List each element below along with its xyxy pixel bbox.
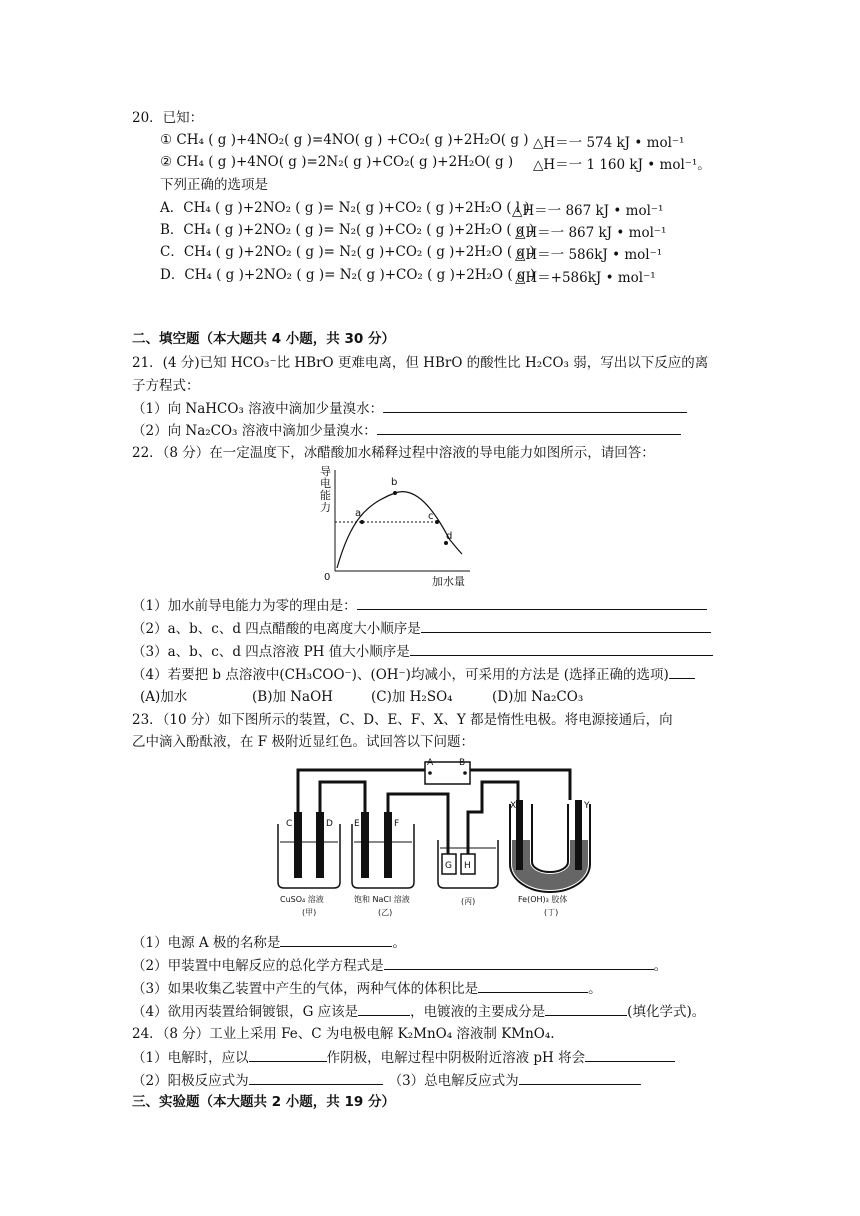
cell-bing-name: (丙) bbox=[461, 897, 476, 906]
q23-part-3-blank[interactable] bbox=[478, 979, 588, 993]
conductivity-graph bbox=[300, 462, 490, 592]
q20-option-a-dh: △H＝一 867 kJ • mol⁻¹ bbox=[512, 203, 664, 219]
q23-part-4-text-a: （4）欲用丙装置给铜镀银，G 应该是 bbox=[132, 1004, 359, 1020]
cell-jia-label: CuSO₄ 溶液 bbox=[280, 895, 324, 904]
graph-origin: 0 bbox=[324, 572, 331, 583]
q22-choice-d: (D)加 Na₂CO₃ bbox=[492, 689, 584, 705]
graph-point-c bbox=[435, 520, 439, 524]
graph-ylabel-4: 力 bbox=[320, 501, 331, 514]
q21-part-2-text: （2）向 Na₂CO₃ 溶液中滴加少量溴水： bbox=[132, 423, 377, 439]
graph-curve bbox=[337, 492, 462, 568]
section-2-heading: 二、填空题（本大题共 4 小题，共 30 分） bbox=[132, 331, 395, 347]
q24-part-3-blank[interactable] bbox=[519, 1071, 641, 1085]
cell-yi-name: (乙) bbox=[378, 908, 393, 917]
graph-ylabel-1: 导 bbox=[320, 465, 331, 478]
electrode-c: C bbox=[286, 819, 293, 829]
q23-part-1-blank[interactable] bbox=[280, 933, 392, 947]
q20-option-d: D．CH₄ ( g )+2NO₂ ( g )= N₂( g )+CO₂ ( g )+2H₂O ( g ) bbox=[160, 267, 536, 283]
wire-a-c bbox=[298, 770, 425, 814]
electrode-e: E bbox=[354, 819, 360, 829]
q22-part-2-text: （2）a、b、c、d 四点醋酸的电离度大小顺序是 bbox=[132, 621, 421, 637]
q23-line-2: 乙中滴入酚酞液，在 F 极附近显红色。试回答以下问题： bbox=[132, 734, 474, 750]
q23-part-4-text-c: (填化学式)。 bbox=[627, 1004, 706, 1020]
wire-b-y bbox=[470, 770, 570, 800]
q23-part-4 bbox=[132, 1002, 705, 1021]
graph-ylabel-2: 电 bbox=[320, 477, 331, 490]
q22-part-3-text: （3）a、b、c、d 四点溶液 PH 值大小顺序是 bbox=[132, 644, 410, 660]
q20-reaction-2: ② CH₄ ( g )+4NO( g )=2N₂( g )+CO₂( g )+2H₂O( g ) bbox=[160, 154, 514, 170]
q22-choice-c: (C)加 H₂SO₄ bbox=[371, 689, 453, 705]
q23-part-3 bbox=[132, 979, 602, 998]
q22-part-4-blank[interactable] bbox=[669, 665, 695, 679]
q22-part-4-text: （4）若要把 b 点溶液中(CH₃COO⁻)、(OH⁻)均减小，可采用的方法是 (选择正确的选项) bbox=[132, 667, 669, 683]
q20-prompt: 下列正确的选项是 bbox=[160, 177, 268, 193]
q23-part-2-text: （2）甲装置中电解反应的总化学方程式是 bbox=[132, 958, 384, 974]
graph-ylabel-3: 能 bbox=[320, 489, 331, 502]
q23-part-3-text: （3）如果收集乙装置中产生的气体，两种气体的体积比是 bbox=[132, 981, 479, 997]
cell-jia-name: (甲) bbox=[302, 908, 317, 917]
q24-part-1 bbox=[132, 1048, 675, 1067]
q21-part-2 bbox=[132, 421, 681, 440]
q23-part-1 bbox=[132, 933, 406, 952]
graph-label-b: b bbox=[391, 477, 398, 488]
q21-part-1 bbox=[132, 399, 687, 418]
q24-part-2 bbox=[132, 1071, 641, 1090]
q22-part-1-blank[interactable] bbox=[357, 596, 707, 610]
q21-line-1: 21．(4 分)已知 HCO₃⁻比 HBrO 更难电离，但 HBrO 的酸性比 H₂CO₃ 弱，写出以下反应的离 bbox=[132, 355, 709, 371]
terminal-a bbox=[428, 771, 432, 775]
q20-option-b: B．CH₄ ( g )+2NO₂ ( g )= N₂( g )+CO₂ ( g )+2H₂O ( g ) bbox=[160, 222, 535, 238]
q22-part-4 bbox=[132, 665, 695, 684]
q22-part-2-blank[interactable] bbox=[421, 619, 711, 633]
q24-part-1-text-a: （1）电解时，应以 bbox=[132, 1050, 249, 1066]
cell-ding-label: Fe(OH)₃ 胶体 bbox=[518, 895, 568, 904]
electrode-g: G bbox=[445, 861, 452, 871]
terminal-b bbox=[463, 771, 467, 775]
q24-part-2-text: （2）阳极反应式为 bbox=[132, 1073, 249, 1089]
q23-part-2 bbox=[132, 956, 667, 975]
q20-option-c: C．CH₄ ( g )+2NO₂ ( g )= N₂( g )+CO₂ ( g )+2H₂O ( g ) bbox=[160, 244, 535, 260]
cell-ding-name: (丁) bbox=[544, 908, 559, 917]
q24-part-3-text: （3）总电解反应式为 bbox=[388, 1073, 519, 1089]
q20-option-a: A．CH₄ ( g )+2NO₂ ( g )= N₂( g )+CO₂ ( g )+2H₂O ( l ) bbox=[160, 200, 530, 216]
cell-jia bbox=[278, 812, 340, 888]
graph-label-c: c bbox=[428, 511, 434, 522]
q22-choice-a: (A)加水 bbox=[140, 689, 188, 705]
q20-option-d-dh: △H＝+586kJ • mol⁻¹ bbox=[515, 270, 656, 286]
q22-choice-b: (B)加 NaOH bbox=[252, 689, 333, 705]
cell-yi-label: 饱和 NaCl 溶液 bbox=[354, 895, 410, 904]
graph-label-a: a bbox=[355, 508, 362, 519]
q23-part-4-blank-1[interactable] bbox=[358, 1002, 410, 1016]
q20-intro: 20．已知： bbox=[132, 110, 204, 126]
q22-part-1-text: （1）加水前导电能力为零的理由是： bbox=[132, 598, 357, 614]
electrode-h: H bbox=[464, 861, 471, 871]
q23-part-4-blank-2[interactable] bbox=[545, 1002, 627, 1016]
q20-option-c-dh: △H＝一 586kJ • mol⁻¹ bbox=[515, 247, 663, 263]
q23-part-2-blank[interactable] bbox=[384, 956, 654, 970]
q24-part-1-blank-1[interactable] bbox=[249, 1048, 327, 1062]
power-label-a: A bbox=[427, 758, 434, 768]
graph-point-a bbox=[360, 520, 364, 524]
cell-ding bbox=[510, 800, 590, 892]
electrode-f: F bbox=[394, 819, 400, 829]
q22-part-2 bbox=[132, 619, 711, 638]
electrode-x: X bbox=[510, 801, 517, 811]
q20-reaction-1: ① CH₄ ( g )+4NO₂( g )=4NO( g ) +CO₂( g )+2H₂O( g ) bbox=[160, 132, 529, 148]
q24-part-2-blank[interactable] bbox=[249, 1071, 383, 1085]
q22-part-1 bbox=[132, 596, 707, 615]
q21-part-1-blank[interactable] bbox=[383, 399, 687, 413]
q24-part-1-blank-2[interactable] bbox=[585, 1048, 675, 1062]
section-3-heading: 三、实验题（本大题共 2 小题，共 19 分） bbox=[132, 1094, 395, 1110]
q21-line-2: 子方程式： bbox=[132, 378, 200, 394]
q24-part-1-text-b: 作阴极，电解过程中阴极附近溶液 pH 将会 bbox=[326, 1050, 586, 1066]
q23-part-3-end: 。 bbox=[588, 981, 602, 997]
q23-part-1-end: 。 bbox=[392, 935, 406, 951]
q21-part-1-text: （1）向 NaHCO₃ 溶液中滴加少量溴水： bbox=[132, 401, 384, 417]
electrode-d: D bbox=[326, 819, 333, 829]
electrolysis-apparatus bbox=[270, 752, 600, 924]
q22-part-3-blank[interactable] bbox=[410, 642, 713, 656]
q23-part-1-text: （1）电源 A 极的名称是 bbox=[132, 935, 281, 951]
q20-reaction-2-dh: △H＝一 1 160 kJ • mol⁻¹。 bbox=[533, 157, 711, 173]
q22-part-3 bbox=[132, 642, 713, 661]
q20-option-b-dh: △H＝一 867 kJ • mol⁻¹ bbox=[515, 225, 667, 241]
q21-part-2-blank[interactable] bbox=[377, 421, 681, 435]
wire-d-e bbox=[320, 782, 365, 814]
electrode-y: Y bbox=[584, 801, 590, 811]
graph-point-b bbox=[393, 491, 397, 495]
q20-reaction-1-dh: △H＝一 574 kJ • mol⁻¹ bbox=[533, 135, 685, 151]
power-label-b: B bbox=[459, 758, 466, 768]
graph-label-d: d bbox=[446, 531, 453, 542]
q22-line-1: 22．（8 分）在一定温度下，冰醋酸加水稀释过程中溶液的导电能力如图所示，请回答： bbox=[132, 445, 655, 461]
cell-yi bbox=[352, 812, 414, 888]
q24-line-1: 24．（8 分）工业上采用 Fe、C 为电极电解 K₂MnO₄ 溶液制 KMnO₄. bbox=[132, 1026, 555, 1042]
graph-xlabel: 加水量 bbox=[432, 575, 465, 588]
q23-part-2-end: 。 bbox=[653, 958, 668, 974]
q23-part-4-text-b: ，电镀液的主要成分是 bbox=[410, 1004, 546, 1020]
q23-line-1: 23．（10 分）如下图所示的装置，C、D、E、F、X、Y 都是惰性电极。将电源接通后，向 bbox=[132, 712, 673, 728]
